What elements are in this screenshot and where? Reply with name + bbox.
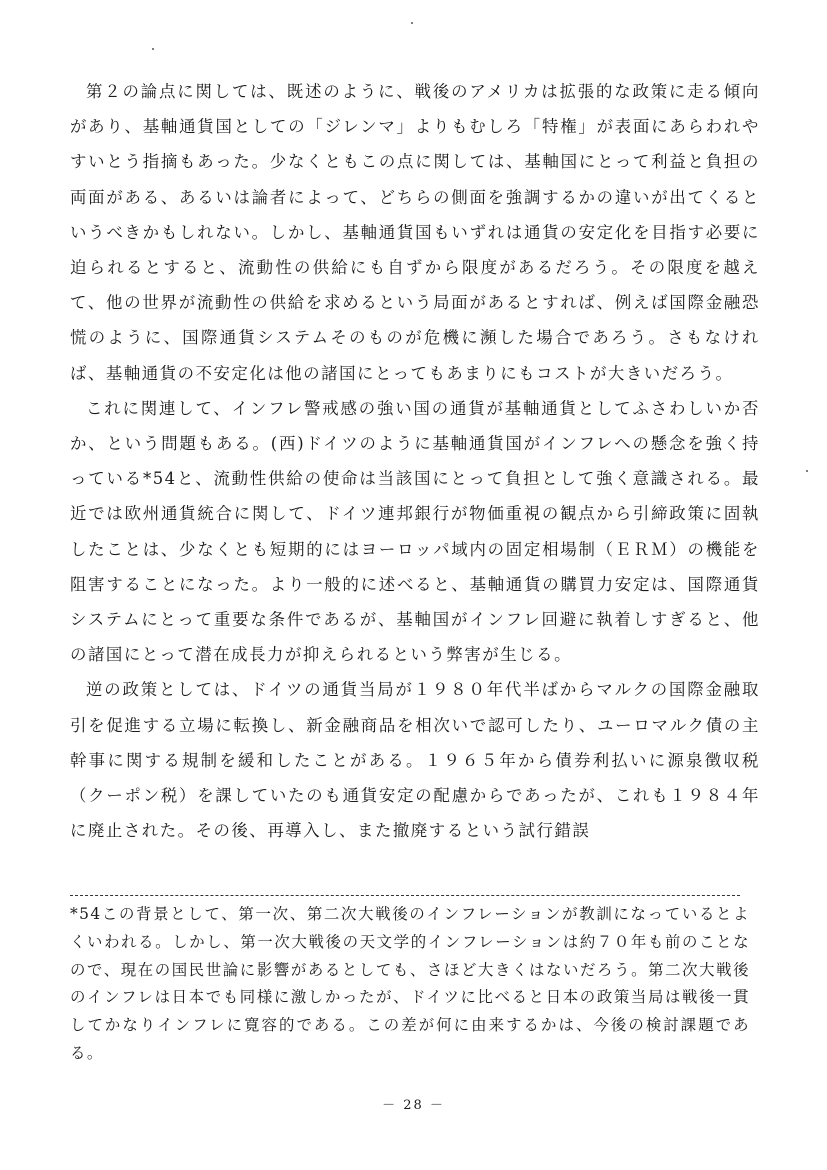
scan-speck xyxy=(411,22,413,24)
paragraph-3: 逆の政策としては、ドイツの通貨当局が１９８０年代半ばからマルクの国際金融取引を促進する立場に転換し、新金融商品を相次いで認可したり、ユーロマルク債の主幹事に関する規制を緩和したことがある。１９６５年から債券利払いに源泉徴収税（クーポン税）を課していたのも通貨安定の配慮からであったが、これも１９８４年に廃止された。その後、再導入し、また撤廃するという試行錯誤 xyxy=(70,680,760,841)
footnote-separator xyxy=(70,895,740,896)
scan-speck xyxy=(806,470,808,472)
paragraph-2: これに関連して、インフレ警戒感の強い国の通貨が基軸通貨としてふさわしいか否か、という問題もある。(西)ドイツのように基軸通貨国がインフレへの懸念を強く持っている*54と、流動性供給の使命は当該国にとって負担として強く意識される。最近では欧州通貨統合に関して、ドイツ連邦銀行が物価重視の観点から引締政策に固執したことは、少なくとも短期的にはヨーロッパ域内の固定相場制（ＥＲＭ）の機能を阻害することになった。より一般的に述べると、基軸通貨の購買力安定は、国際通貨システムにとって重要な条件であるが、基軸国がインフレ回避に執着しすぎると、他の諸国にとって潜在成長力が抑えられるという弊害が生じる。 xyxy=(70,398,760,665)
paragraph-1: 第２の論点に関しては、既述のように、戦後のアメリカは拡張的な政策に走る傾向があり、基軸通貨国としての「ジレンマ」よりもむしろ「特権」が表面にあらわれやすいとう指摘もあった。少なくともこの点に関しては、基軸国にとって利益と負担の両面がある、あるいは論者によって、どちらの側面を強調するかの違いが出てくるというべきかもしれない。しかし、基軸通貨国もいずれは通貨の安定化を目指す必要に迫られるとすると、流動性の供給にも自ずから限度があるだろう。その限度を越えて、他の世界が流動性の供給を求めるという局面があるとすれば、例えば国際金融恐慌のように、国際通貨システムそのものが危機に瀕した場合であろう。さもなければ、基軸通貨の不安定化は他の諸国にとってもあまりにもコストが大きいだろう。 xyxy=(70,82,760,383)
scan-speck xyxy=(152,48,154,50)
footnote-54: *54この背景として、第一次、第二次大戦後のインフレーションが教訓になっているとよくいわれる。しかし、第一次大戦後の天文学的インフレーションは約７０年も前のことなので、現在の国民世論に影響があるとしても、さほど大きくはないだろう。第二次大戦後のインフレは日本でも同様に激しかったが、ドイツに比べると日本の政策当局は戦後一貫してかなりインフレに寛容的である。この差が何に由来するかは、今後の検討課題である。 xyxy=(70,905,750,1062)
page-number: － 28 － xyxy=(382,1098,445,1113)
body-text xyxy=(70,74,760,848)
